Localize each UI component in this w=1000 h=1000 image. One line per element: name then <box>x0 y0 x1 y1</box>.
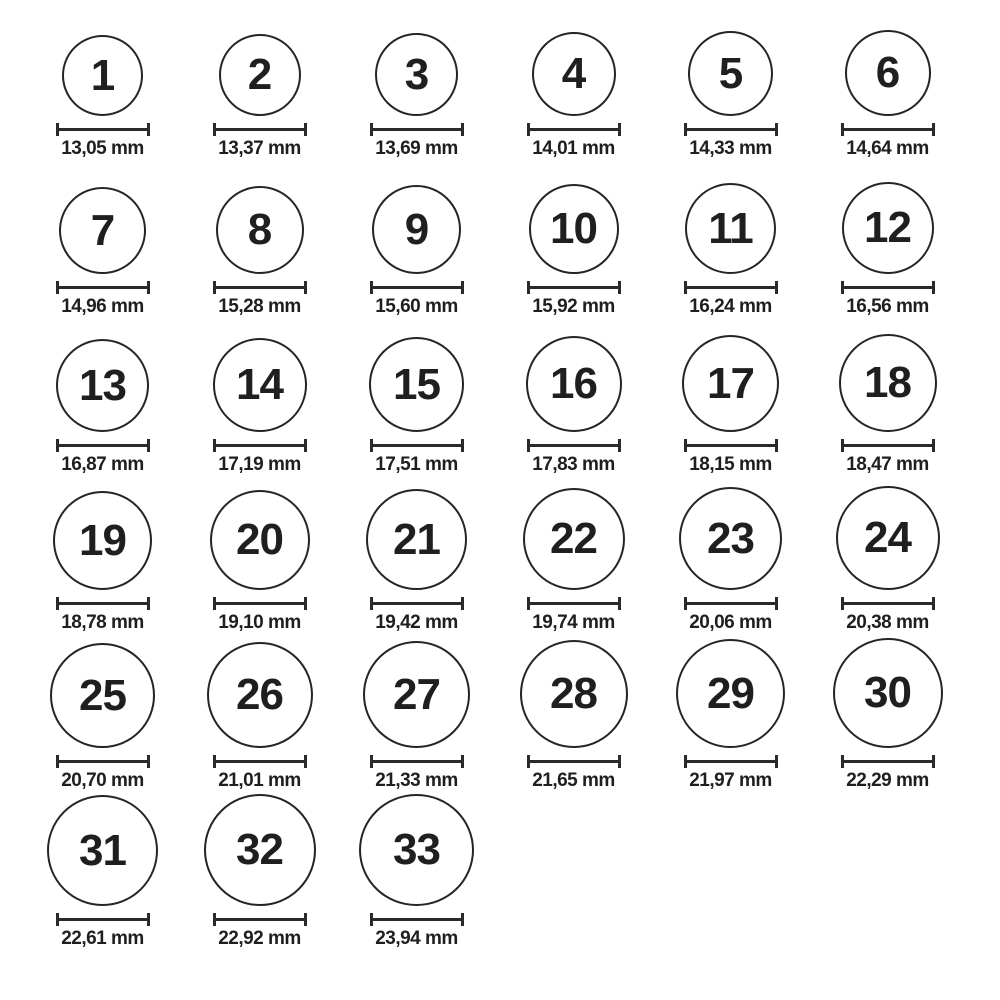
diameter-measure-line <box>370 755 464 768</box>
ring-circle <box>204 794 316 906</box>
ring-size-number: 25 <box>79 670 126 720</box>
ring-circle <box>366 489 467 590</box>
ring-circle <box>845 30 931 116</box>
ring-size-number: 17 <box>707 358 754 408</box>
diameter-label: 19,42 mm <box>375 612 458 633</box>
ring-circle <box>210 490 310 590</box>
ring-circle <box>833 638 943 748</box>
ring-size-cell <box>181 478 338 636</box>
ring-size-cell <box>24 162 181 320</box>
ring-size-cell <box>338 162 495 320</box>
diameter-label: 20,70 mm <box>61 770 144 791</box>
ring-size-row <box>24 320 1000 478</box>
ring-circle <box>526 336 622 432</box>
ring-size-cell <box>495 636 652 794</box>
diameter-measure-line <box>370 281 464 294</box>
diameter-measure-line <box>213 123 307 136</box>
diameter-label: 17,83 mm <box>532 454 615 475</box>
ring-size-cell <box>181 636 338 794</box>
diameter-measure-line <box>370 597 464 610</box>
diameter-measure-line <box>527 755 621 768</box>
ring-size-number: 19 <box>79 515 126 565</box>
diameter-measure-line <box>527 281 621 294</box>
diameter-measure-line <box>841 597 935 610</box>
ring-size-cell <box>809 636 966 794</box>
ring-size-number: 23 <box>707 513 754 563</box>
ring-size-number: 9 <box>404 204 429 254</box>
diameter-measure-line <box>841 755 935 768</box>
ring-size-number: 21 <box>393 514 440 564</box>
ring-size-number: 33 <box>393 825 440 875</box>
ring-size-cell <box>181 4 338 162</box>
diameter-label: 19,74 mm <box>532 612 615 633</box>
diameter-measure-line <box>56 281 150 294</box>
diameter-measure-line <box>213 913 307 926</box>
diameter-measure-line <box>370 439 464 452</box>
ring-size-number: 5 <box>718 48 743 98</box>
ring-size-number: 14 <box>236 360 283 409</box>
diameter-label: 21,01 mm <box>218 770 301 791</box>
diameter-measure-line <box>370 913 464 926</box>
ring-size-cell <box>24 478 181 636</box>
ring-circle <box>532 32 616 116</box>
ring-size-cell <box>652 4 809 162</box>
diameter-measure-line <box>370 123 464 136</box>
ring-size-cell <box>181 794 338 952</box>
ring-circle <box>839 334 937 432</box>
ring-size-cell <box>24 636 181 794</box>
ring-size-cell <box>652 162 809 320</box>
diameter-label: 15,60 mm <box>375 296 458 317</box>
ring-size-cell <box>495 162 652 320</box>
ring-circle <box>836 486 940 590</box>
diameter-label: 21,33 mm <box>375 770 458 791</box>
diameter-label: 22,29 mm <box>846 770 929 791</box>
ring-size-number: 26 <box>236 670 283 719</box>
ring-size-number: 13 <box>79 360 126 410</box>
ring-circle <box>213 338 307 432</box>
diameter-measure-line <box>56 755 150 768</box>
ring-circle <box>359 794 474 906</box>
ring-circle <box>56 339 149 432</box>
ring-circle <box>685 183 776 274</box>
ring-size-cell <box>181 320 338 478</box>
ring-circle <box>369 337 464 432</box>
ring-size-number: 10 <box>550 204 597 253</box>
ring-size-cell <box>338 4 495 162</box>
ring-size-number: 11 <box>708 203 753 253</box>
diameter-measure-line <box>527 123 621 136</box>
ring-size-cell <box>652 478 809 636</box>
ring-size-cell <box>652 636 809 794</box>
ring-size-cell <box>338 320 495 478</box>
diameter-measure-line <box>684 755 778 768</box>
ring-size-cell <box>495 478 652 636</box>
ring-circle <box>520 640 628 748</box>
diameter-label: 20,06 mm <box>689 612 772 633</box>
diameter-label: 22,61 mm <box>61 928 144 949</box>
diameter-label: 15,92 mm <box>532 296 615 317</box>
ring-size-number: 20 <box>236 515 283 564</box>
ring-size-row <box>24 4 1000 162</box>
ring-size-cell <box>24 4 181 162</box>
ring-circle <box>50 643 155 748</box>
ring-circle <box>363 641 470 748</box>
ring-size-cell <box>24 320 181 478</box>
ring-size-number: 1 <box>90 50 115 100</box>
ring-size-cell <box>495 4 652 162</box>
ring-size-cell <box>338 636 495 794</box>
diameter-measure-line <box>841 123 935 136</box>
ring-size-cell <box>495 320 652 478</box>
diameter-label: 14,96 mm <box>61 296 144 317</box>
ring-size-number: 6 <box>875 48 900 97</box>
diameter-measure-line <box>56 439 150 452</box>
ring-size-cell <box>809 162 966 320</box>
diameter-label: 15,28 mm <box>218 296 301 317</box>
ring-size-number: 12 <box>864 203 911 252</box>
diameter-label: 23,94 mm <box>375 928 458 949</box>
diameter-label: 16,87 mm <box>61 454 144 475</box>
ring-size-number: 2 <box>247 50 272 99</box>
diameter-label: 13,69 mm <box>375 138 458 159</box>
diameter-label: 18,15 mm <box>689 454 772 475</box>
diameter-label: 14,33 mm <box>689 138 772 159</box>
diameter-measure-line <box>841 281 935 294</box>
ring-size-number: 28 <box>550 669 597 718</box>
diameter-measure-line <box>56 597 150 610</box>
ring-size-number: 22 <box>550 514 597 563</box>
ring-size-row <box>24 162 1000 320</box>
ring-circle <box>529 184 619 274</box>
ring-size-number: 32 <box>236 825 283 874</box>
ring-size-cell <box>181 162 338 320</box>
ring-size-cell <box>809 320 966 478</box>
diameter-label: 14,64 mm <box>846 138 929 159</box>
ring-circle <box>679 487 782 590</box>
diameter-measure-line <box>213 597 307 610</box>
ring-circle <box>375 33 458 116</box>
diameter-measure-line <box>684 597 778 610</box>
ring-circle <box>842 182 934 274</box>
ring-circle <box>523 488 625 590</box>
diameter-label: 13,37 mm <box>218 138 301 159</box>
ring-size-number: 8 <box>247 205 272 254</box>
diameter-label: 14,01 mm <box>532 138 615 159</box>
ring-size-cell <box>338 478 495 636</box>
ring-size-number: 31 <box>79 825 126 875</box>
diameter-label: 19,10 mm <box>218 612 301 633</box>
diameter-measure-line <box>684 123 778 136</box>
diameter-label: 16,24 mm <box>689 296 772 317</box>
ring-size-cell <box>24 794 181 952</box>
ring-size-number: 4 <box>561 49 586 98</box>
diameter-measure-line <box>56 913 150 926</box>
diameter-label: 18,47 mm <box>846 454 929 475</box>
ring-circle <box>676 639 785 748</box>
diameter-measure-line <box>213 755 307 768</box>
ring-size-number: 29 <box>707 668 754 718</box>
ring-circle <box>216 186 304 274</box>
diameter-label: 16,56 mm <box>846 296 929 317</box>
ring-size-cell <box>652 320 809 478</box>
ring-size-number: 18 <box>864 358 911 407</box>
ring-circle <box>219 34 301 116</box>
diameter-label: 18,78 mm <box>61 612 144 633</box>
ring-circle <box>62 35 143 116</box>
diameter-measure-line <box>213 281 307 294</box>
ring-size-number: 7 <box>90 205 115 255</box>
diameter-measure-line <box>527 439 621 452</box>
diameter-measure-line <box>684 281 778 294</box>
ring-circle <box>59 187 146 274</box>
ring-circle <box>682 335 779 432</box>
ring-size-row <box>24 794 1000 952</box>
ring-size-cell <box>338 794 495 952</box>
diameter-label: 21,97 mm <box>689 770 772 791</box>
ring-size-row <box>24 478 1000 636</box>
diameter-label: 22,92 mm <box>218 928 301 949</box>
ring-circle <box>47 795 158 906</box>
diameter-label: 17,51 mm <box>375 454 458 475</box>
ring-size-number: 3 <box>404 49 429 99</box>
ring-size-number: 30 <box>864 668 911 717</box>
ring-size-number: 16 <box>550 359 597 408</box>
ring-size-number: 27 <box>393 669 440 719</box>
ring-size-cell <box>809 4 966 162</box>
diameter-label: 17,19 mm <box>218 454 301 475</box>
diameter-measure-line <box>684 439 778 452</box>
ring-circle <box>688 31 773 116</box>
diameter-measure-line <box>527 597 621 610</box>
diameter-measure-line <box>56 123 150 136</box>
diameter-label: 13,05 mm <box>61 138 144 159</box>
diameter-measure-line <box>841 439 935 452</box>
ring-size-number: 24 <box>864 513 911 562</box>
ring-size-number: 15 <box>393 359 440 409</box>
ring-size-row <box>24 636 1000 794</box>
ring-circle <box>207 642 313 748</box>
ring-size-cell <box>809 478 966 636</box>
diameter-measure-line <box>213 439 307 452</box>
ring-circle <box>372 185 461 274</box>
diameter-label: 20,38 mm <box>846 612 929 633</box>
diameter-label: 21,65 mm <box>532 770 615 791</box>
ring-circle <box>53 491 152 590</box>
